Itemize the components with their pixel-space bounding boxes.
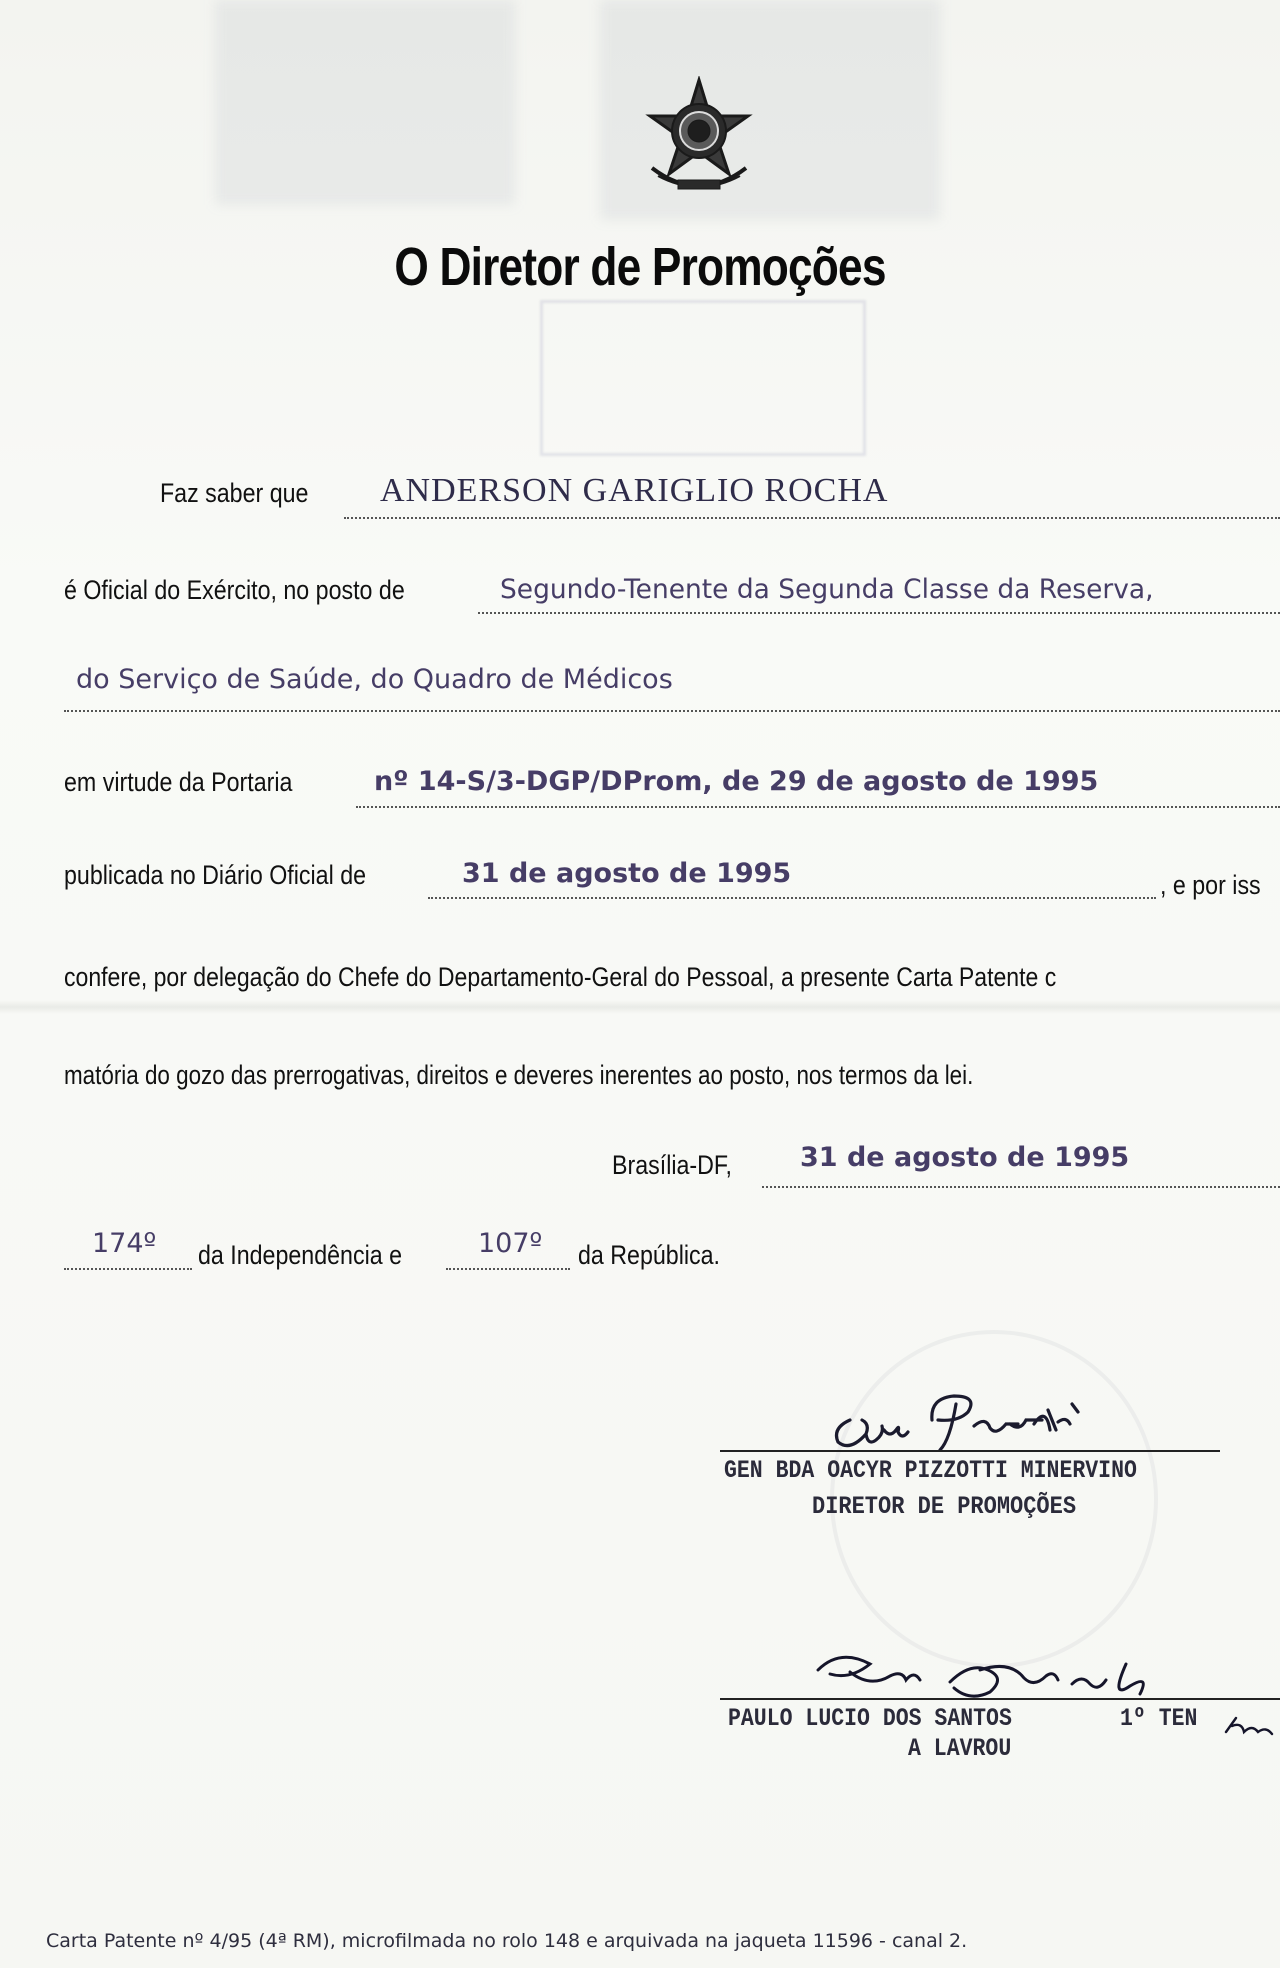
director-name: GEN BDA OACYR PIZZOTTI MINERVINO [724,1456,1137,1485]
portaria-label: em virtude da Portaria [64,767,293,797]
faz-saber-label: Faz saber que [160,478,309,508]
rubric-mark [1222,1712,1280,1742]
clerk-rank: 1º TEN [1120,1704,1198,1733]
clerk-name: PAULO LUCIO DOS SANTOS [728,1704,1012,1733]
e-por-isso-text: , e por iss [1160,870,1261,900]
independence-label: da Independência e [198,1240,403,1270]
brasilia-date-value: 31 de agosto de 1995 [800,1142,1130,1173]
confere-text: confere, por delegação do Chefe do Departamento-Geral do Pessoal, a presente Carta Patente c [64,962,1057,992]
document-title: O Diretor de Promoções [394,237,886,297]
bleed-through-block-left [215,0,515,205]
portaria-value: nº 14-S/3-DGP/DProm, de 29 de agosto de 1995 [374,766,1099,797]
brasilia-dotted-line [762,1186,1280,1188]
brasilia-label: Brasília-DF, [612,1150,732,1180]
carta-patente-footer: Carta Patente nº 4/95 (4ª RM), microfilmada no rolo 148 e arquivada na jaqueta 11596 - canal 2. [46,1930,968,1952]
republic-year: 107º [478,1228,543,1259]
diario-date-value: 31 de agosto de 1995 [462,858,792,889]
clerk-signature-line [720,1698,1280,1700]
posto-dotted-line [478,612,1280,614]
director-role: DIRETOR DE PROMOÇÕES [812,1492,1077,1521]
materia-text: matória do gozo das prerrogativas, direitos e deveres inerentes ao posto, nos termos da lei. [64,1060,974,1090]
faded-stamp [540,300,866,456]
servico-value: do Serviço de Saúde, do Quadro de Médicos [76,664,673,695]
posto-value: Segundo-Tenente da Segunda Classe da Reserva, [500,574,1154,605]
diario-oficial-label: publicada no Diário Oficial de [64,860,367,890]
portaria-dotted-line [356,806,1280,808]
independence-year: 174º [92,1228,157,1259]
officer-name: ANDERSON GARIGLIO ROCHA [380,472,889,509]
paper-fold [0,1000,1280,1014]
national-coat-of-arms-icon [638,76,760,202]
name-dotted-line [344,517,1280,519]
independence-dotted-line [64,1268,192,1270]
oficial-posto-label: é Oficial do Exército, no posto de [64,575,405,605]
diario-dotted-line [428,897,1156,899]
director-signature-line [720,1450,1220,1452]
republic-label: da República. [578,1240,721,1270]
servico-dotted-line [64,710,1280,712]
clerk-role: A LAVROU [908,1734,1012,1763]
republic-dotted-line [446,1268,570,1270]
